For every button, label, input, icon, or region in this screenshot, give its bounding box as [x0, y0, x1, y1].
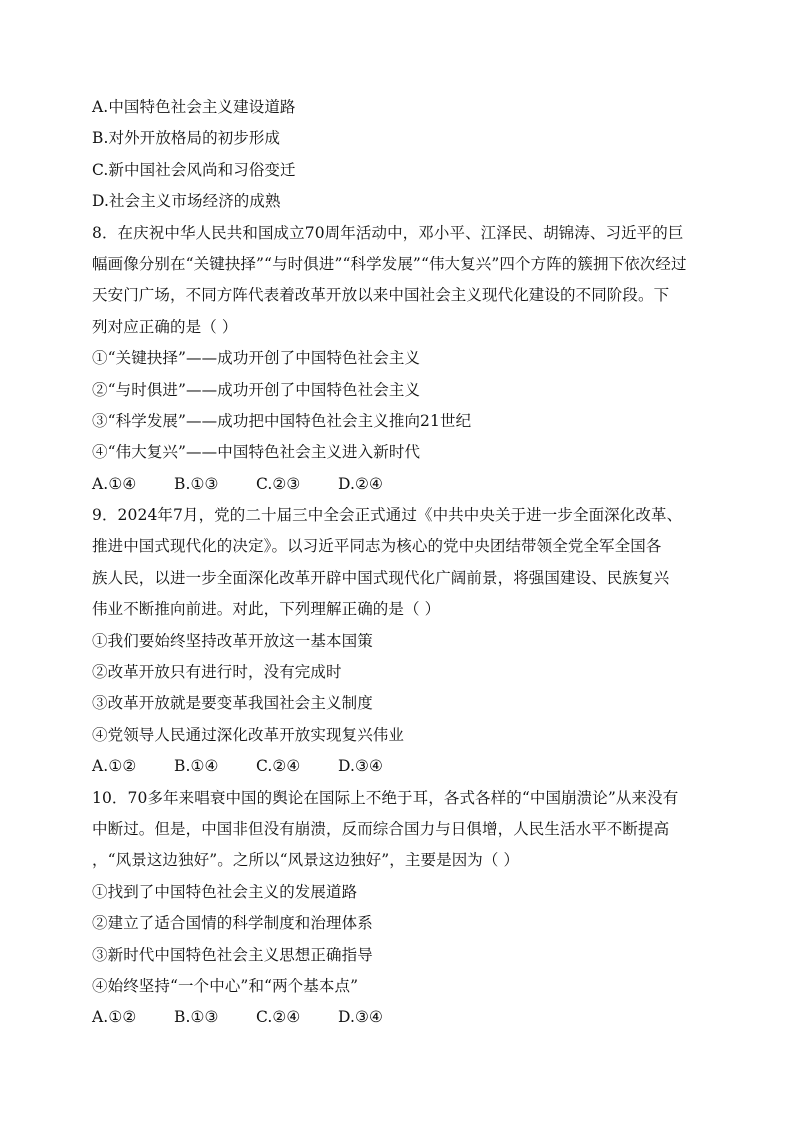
- q8-stem-line: 列对应正确的是（ ）: [92, 317, 238, 336]
- q8-answer-a: A.①④: [92, 474, 137, 493]
- q9-answer-c: C.②④: [256, 757, 301, 776]
- q7-option-b: B.对外开放格局的初步形成: [92, 129, 281, 148]
- q9-answer-a: A.①②: [92, 757, 137, 776]
- q10-answer-a: A.①②: [92, 1008, 137, 1027]
- q8-answer-d: D.②④: [338, 474, 383, 493]
- q8-answer-b: B.①③: [174, 474, 219, 493]
- q8-answer-options: [92, 469, 712, 500]
- q9-item-3: ③改革开放就是要变革我国社会主义制度: [92, 694, 373, 713]
- q10-answer-d: D.③④: [338, 1008, 383, 1027]
- q7-option-d: D.社会主义市场经济的成熟: [92, 192, 281, 211]
- q10-stem-line: ，“风景这边独好”。之所以“风景这边独好”，主要是因为（ ）: [92, 851, 520, 870]
- q10-item-3: ③新时代中国特色社会主义思想正确指导: [92, 945, 373, 964]
- q7-option-a: A.中国特色社会主义建设道路: [92, 98, 296, 116]
- q8-item-3: ③“科学发展”——成功把中国特色社会主义推向21世纪: [92, 411, 472, 430]
- q9-stem-line: 9．2024年7月，党的二十届三中全会正式通过《中共中央关于进一步全面深化改革、: [92, 506, 683, 525]
- q8-stem-line: 天安门广场，不同方阵代表着改革开放以来中国社会主义现代化建设的不同阶段。下: [92, 286, 670, 305]
- q9-stem-line: 推进中国式现代化的决定》。以习近平同志为核心的党中央团结带领全党全军全国各: [92, 537, 662, 556]
- q9-answer-options: [92, 751, 712, 782]
- q8-item-4: ④“伟大复兴”——中国特色社会主义进入新时代: [92, 443, 421, 462]
- q10-answer-options: [92, 1002, 712, 1033]
- q7-option-c: C.新中国社会风尚和习俗变迁: [92, 160, 296, 179]
- q9-item-1: ①我们要始终坚持改革开放这一基本国策: [92, 631, 373, 650]
- q10-item-4: ④始终坚持“一个中心”和“两个基本点”: [92, 976, 359, 995]
- q8-item-2: ②“与时俱进”——成功开创了中国特色社会主义: [92, 380, 421, 399]
- q8-stem-line: 8．在庆祝中华人民共和国成立70周年活动中，邓小平、江泽民、胡锦涛、习近平的巨: [92, 223, 684, 242]
- q9-item-4: ④党领导人民通过深化改革开放实现复兴伟业: [92, 725, 405, 744]
- q10-answer-b: B.①③: [174, 1008, 219, 1027]
- q10-stem-line: 10．70多年来唱衰中国的舆论在国际上不绝于耳，各式各样的“中国崩溃论”从来没有: [92, 788, 679, 807]
- q8-stem-line: 幅画像分别在“关键抉择”“与时俱进”“科学发展”“伟大复兴”四个方阵的簇拥下依次经过: [92, 254, 687, 273]
- q9-answer-d: D.③④: [338, 757, 383, 776]
- q10-stem-line: 中断过。但是，中国非但没有崩溃，反而综合国力与日俱增，人民生活水平不断提高: [92, 819, 670, 838]
- q9-answer-b: B.①④: [174, 757, 219, 776]
- q9-stem-line: 伟业不断推向前进。对此，下列理解正确的是（ ）: [92, 600, 441, 619]
- q10-answer-c: C.②④: [256, 1008, 301, 1027]
- q10-item-2: ②建立了适合国情的科学制度和治理体系: [92, 914, 373, 933]
- q9-item-2: ②改革开放只有进行时，没有完成时: [92, 663, 342, 682]
- q10-item-1: ①找到了中国特色社会主义的发展道路: [92, 882, 358, 901]
- q9-stem-line: 族人民，以进一步全面深化改革开辟中国式现代化广阔前景，将强国建设、民族复兴: [92, 568, 670, 587]
- document-page: [92, 92, 712, 1034]
- q8-item-1: ①“关键抉择”——成功开创了中国特色社会主义: [92, 349, 421, 368]
- q8-answer-c: C.②③: [256, 474, 301, 493]
